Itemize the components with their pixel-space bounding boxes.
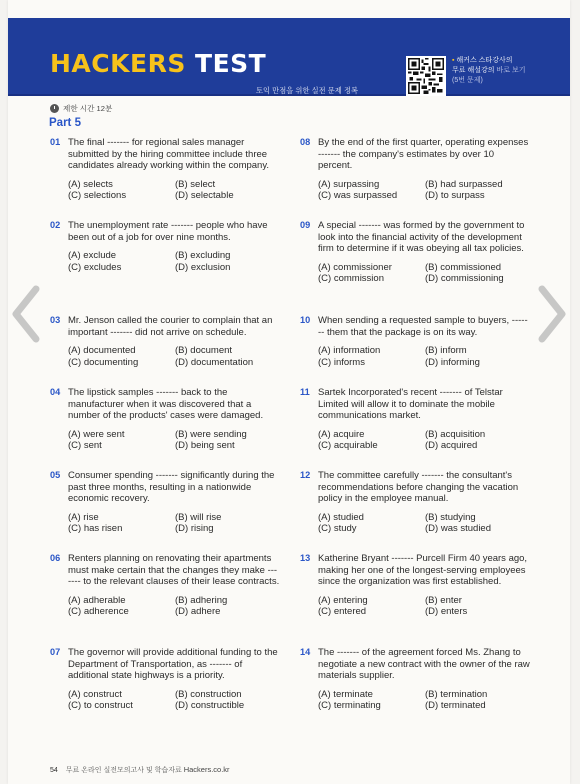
option-b[interactable]: (B) document [175,345,233,357]
question-10 [300,315,530,368]
answer-options [318,429,530,452]
question-stem: Sartek Incorporated's recent ------- of Telstar Limited will allow it to dominate the mobile communications market. [318,387,503,422]
option-a[interactable]: (A) surpassing [318,178,380,190]
question-stem: The governor will provide additional funding to the Department of Transportation, as ------- of additional state highways is a priority. [68,647,278,682]
question-number: 06 [50,553,61,563]
brand-title [50,51,266,76]
question-number: 05 [50,470,61,480]
answer-options [68,512,280,535]
question-number: 12 [300,470,311,480]
brand-hackers: HACKERS [50,49,186,78]
question-stem: The lipstick samples ------- back to the manufacturer when it was discovered that a number of the products' cases were damaged. [68,387,264,422]
question-number: 10 [300,315,311,325]
option-a[interactable]: (A) construct [68,688,122,700]
option-a[interactable]: (A) exclude [68,250,117,262]
option-c[interactable]: (C) acquirable [318,440,378,452]
question-stem: Katherine Bryant ------- Purcell Firm 40 years ago, making her one of the longest-serving employees since the organization was first established. [318,553,528,588]
option-a[interactable]: (A) terminate [318,688,373,700]
option-b[interactable]: (B) select [175,178,216,190]
answer-options [318,345,530,368]
answer-options [68,689,280,712]
option-a[interactable]: (A) selects [68,178,113,190]
promo-line2-suffix: 바로 보기 [496,67,526,74]
option-b[interactable]: (B) commissioned [425,261,502,273]
question-stem: A special ------- was formed by the government to look into the financial activity of the development firm to determine if it was obeying all tax policies. [318,220,525,255]
question-number: 13 [300,553,311,563]
question-number: 01 [50,137,61,147]
promo-line1: 해커스 스타강사의 [456,57,513,64]
option-b[interactable]: (B) construction [175,688,242,700]
option-c[interactable]: (C) informs [318,356,365,368]
page-number: 54 [50,767,58,774]
question-number: 08 [300,137,311,147]
option-d[interactable]: (D) enters [425,606,468,618]
part-title: Part 5 [49,117,81,129]
page-footer [50,765,230,775]
question-09 [300,220,530,285]
option-b[interactable]: (B) termination [425,688,488,700]
brand-test: TEST [195,49,267,78]
option-d[interactable]: (D) constructible [175,700,245,712]
option-b[interactable]: (B) adhering [175,594,228,606]
option-a[interactable]: (A) documented [68,345,136,357]
option-d[interactable]: (D) acquired [425,440,478,452]
question-stem: The final ------- for regional sales manager submitted by the hiring committee include three candidates already working within the company. [68,137,270,172]
option-c[interactable]: (C) terminating [318,700,381,712]
option-c[interactable]: (C) to construct [68,700,133,712]
option-a[interactable]: (A) were sent [68,428,125,440]
question-12 [300,470,530,535]
footer-site[interactable]: Hackers.co.kr [183,765,230,774]
option-c[interactable]: (C) entered [318,606,367,618]
option-a[interactable]: (A) rise [68,511,99,523]
question-07 [50,647,280,712]
option-a[interactable]: (A) studied [318,511,364,523]
chevron-left-icon[interactable] [8,283,44,345]
option-c[interactable]: (C) adherence [68,606,129,618]
answer-options [318,595,530,618]
option-d[interactable]: (D) being sent [175,440,235,452]
option-a[interactable]: (A) adherable [68,594,126,606]
chevron-right-icon[interactable] [534,283,570,345]
footer-text: 무료 온라인 실전모의고사 및 학습자료 [65,767,182,774]
option-b[interactable]: (B) acquisition [425,428,486,440]
question-08 [300,137,530,202]
question-number: 07 [50,647,61,657]
option-b[interactable]: (B) studying [425,511,476,523]
option-a[interactable]: (A) entering [318,594,368,606]
page [8,0,570,784]
question-stem: When sending a requested sample to buyers, ------- them that the package is on its way. [318,315,528,338]
promo-line2: 무료 해설강의 [452,67,495,74]
header-banner [8,18,570,96]
promo-line3: (5번 문제) [452,77,483,84]
option-d[interactable]: (D) was studied [425,523,491,535]
option-d[interactable]: (D) to surpass [425,190,485,202]
question-number: 09 [300,220,311,230]
option-c[interactable]: (C) excludes [68,261,122,273]
time-limit-label: 제한 시간 12분 [63,104,113,113]
answer-options [68,250,280,273]
option-c[interactable]: (C) was surpassed [318,190,398,202]
question-13 [300,553,530,618]
option-c[interactable]: (C) study [318,523,357,535]
answer-options [68,179,280,202]
option-c[interactable]: (C) has risen [68,523,123,535]
time-limit [50,103,112,114]
option-d[interactable]: (D) selectable [175,190,234,202]
option-d[interactable]: (D) informing [425,356,480,368]
clock-icon [50,104,59,113]
question-02 [50,220,280,273]
question-stem: The ------- of the agreement forced Ms. Zhang to negotiate a new contract with the owner of the raw materials supplier. [318,647,530,682]
answer-options [318,512,530,535]
option-b[interactable]: (B) inform [425,345,467,357]
option-a[interactable]: (A) information [318,345,381,357]
option-d[interactable]: (D) commissioning [425,273,504,285]
answer-options [318,689,530,712]
free-lecture-promo[interactable] [452,56,525,86]
option-c[interactable]: (C) sent [68,440,102,452]
option-c[interactable]: (C) selections [68,190,127,202]
question-stem: The committee carefully ------- the consultant's recommendations before changing the vacation policy in the employee manual. [318,470,519,505]
option-d[interactable]: (D) exclusion [175,261,231,273]
answer-options [68,345,280,368]
question-05 [50,470,280,535]
option-b[interactable]: (B) enter [425,594,462,606]
option-b[interactable]: (B) will rise [175,511,222,523]
question-number: 03 [50,315,61,325]
option-b[interactable]: (B) had surpassed [425,178,503,190]
header-tagline: 토익 만점을 위한 실전 문제 정복 [256,86,359,95]
answer-options [318,179,530,202]
option-d[interactable]: (D) rising [175,523,214,535]
option-c[interactable]: (C) documenting [68,356,139,368]
question-03 [50,315,280,368]
option-d[interactable]: (D) adhere [175,606,221,618]
option-d[interactable]: (D) terminated [425,700,486,712]
question-stem: By the end of the first quarter, operating expenses ------- the company's estimates by over 10 percent. [318,137,529,172]
option-b[interactable]: (B) were sending [175,428,247,440]
question-number: 11 [300,387,310,397]
question-stem: Mr. Jenson called the courier to complain that an important ------- did not arrive on schedule. [68,315,273,338]
question-11 [300,387,530,452]
answer-options [318,262,530,285]
question-01 [50,137,280,202]
question-stem: The unemployment rate ------- people who have been out of a job for over nine months. [68,220,268,243]
question-number: 02 [50,220,61,230]
question-stem: Consumer spending ------- significantly during the past three months, resulting in a nationwide economic recovery. [68,470,275,505]
option-d[interactable]: (D) documentation [175,356,254,368]
question-06 [50,553,280,618]
option-b[interactable]: (B) excluding [175,250,231,262]
question-number: 04 [50,387,61,397]
question-stem: Renters planning on renovating their apartments must make certain that the changes they make ------- to the relevant clauses of their lease contracts. [68,553,280,588]
question-04 [50,387,280,452]
promo-bullet-icon: ▪ [452,57,455,64]
option-a[interactable]: (A) commissioner [318,261,392,273]
qr-code-icon[interactable] [406,56,446,96]
question-number: 14 [300,647,311,657]
answer-options [68,595,280,618]
option-a[interactable]: (A) acquire [318,428,365,440]
question-14 [300,647,530,712]
option-c[interactable]: (C) commission [318,273,384,285]
answer-options [68,429,280,452]
